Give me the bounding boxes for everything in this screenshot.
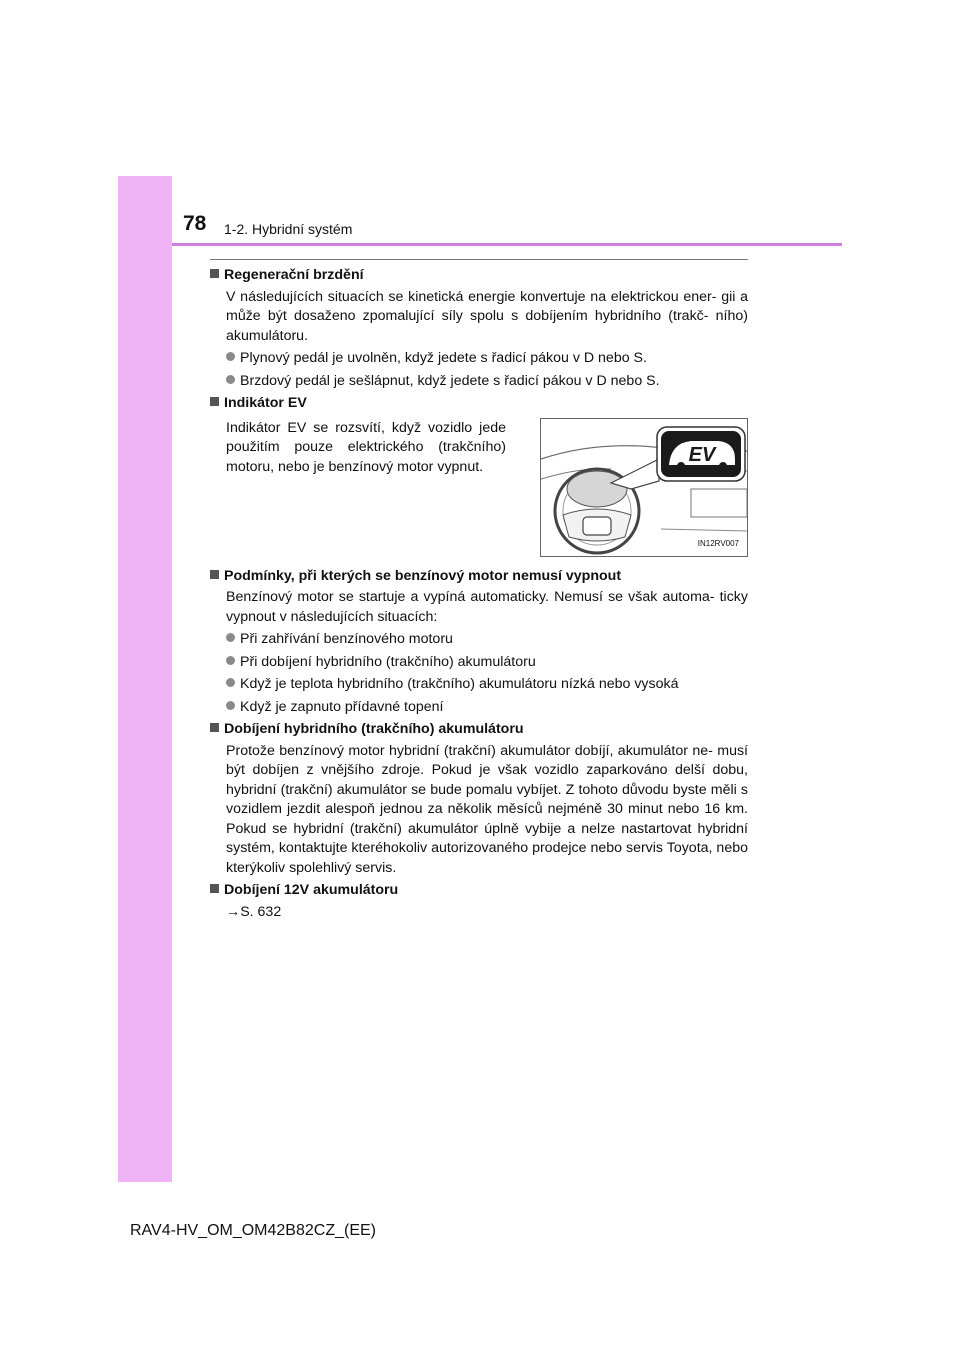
page-number: 78 (183, 212, 207, 235)
content-rule (210, 259, 748, 260)
square-bullet-icon (210, 723, 219, 732)
list-item: Při zahřívání benzínového motoru (226, 630, 748, 650)
list-item: Brzdový pedál je sešlápnut, když jedete s řadicí pákou v D nebo S. (226, 372, 748, 392)
square-bullet-icon (210, 269, 219, 278)
circle-bullet-icon (226, 375, 235, 384)
section-heading: Indikátor EV (210, 394, 748, 414)
list-item: Při dobíjení hybridního (trakčního) akumulátoru (226, 653, 748, 673)
circle-bullet-icon (226, 633, 235, 642)
section-text: V následujících situacích se kinetická energie konvertuje na elektrickou ener- gii a může být dosaženo zpomalující síly spolu s dobíjením hybridního (trakč- ního) akumulátoru. (226, 288, 748, 344)
page-content (210, 266, 748, 925)
section-text: Indikátor EV se rozsvítí, když vozidlo jede použitím pouze elektrického (trakčního) motoru, nebo je benzínový motor vypnut. (226, 419, 506, 475)
section-regen (210, 266, 748, 391)
square-bullet-icon (210, 884, 219, 893)
section-heading: Dobíjení hybridního (trakčního) akumulátoru (210, 720, 748, 740)
page-reference-link[interactable]: →S. 632 (226, 903, 282, 920)
section-charging (210, 720, 748, 878)
list-item: Když je teplota hybridního (trakčního) akumulátoru nízká nebo vysoká (226, 675, 748, 695)
section-heading: Podmínky, při kterých se benzínový motor nemusí vypnout (210, 567, 748, 587)
circle-bullet-icon (226, 352, 235, 361)
circle-bullet-icon (226, 656, 235, 665)
section-conditions (210, 567, 748, 718)
document-code: RAV4-HV_OM_OM42B82CZ_(EE) (130, 1222, 376, 1239)
dashboard-illustration (540, 418, 748, 557)
list-item: Plynový pedál je uvolněn, když jedete s řadicí pákou v D nebo S. (226, 349, 748, 369)
figure-code: IN12RV007 (696, 534, 741, 554)
ev-indicator-label: EV (688, 443, 716, 466)
square-bullet-icon (210, 570, 219, 579)
section-title: 1-2. Hybridní systém (224, 221, 353, 237)
header-rule (172, 243, 842, 246)
circle-bullet-icon (226, 678, 235, 687)
square-bullet-icon (210, 397, 219, 406)
circle-bullet-icon (226, 701, 235, 710)
list-item: Když je zapnuto přídavné topení (226, 698, 748, 718)
section-heading: Dobíjení 12V akumulátoru (210, 881, 748, 901)
section-battery-12v (210, 881, 748, 922)
section-ev (210, 394, 748, 557)
section-text: Benzínový motor se startuje a vypíná automaticky. Nemusí se však automa- ticky vypnout v následujících situacích: (226, 589, 748, 625)
chapter-side-tab (118, 176, 172, 1182)
section-text: Protože benzínový motor hybridní (trakční) akumulátor dobíjí, akumulátor ne- musí být dobíjen z vnějšího zdroje. Pokud je však vozidlo zaparkováno delší dobu, hybridní (trakční) akumulátor se bude pomalu vybíjet. Z tohoto důvodu byste měli s vozidlem jezdit alespoň jednou za několik měsíců nejméně 30 minut nebo 16 km. Pokud se hybridní (trakční) akumulátor úplně vybije a nelze nastartovat hybridní systém, kontaktujte kteréhokoliv autorizovaného prodejce nebo servis Toyota, nebo kterýkoliv spolehlivý servis. (226, 742, 748, 876)
section-heading: Regenerační brzdění (210, 266, 748, 286)
